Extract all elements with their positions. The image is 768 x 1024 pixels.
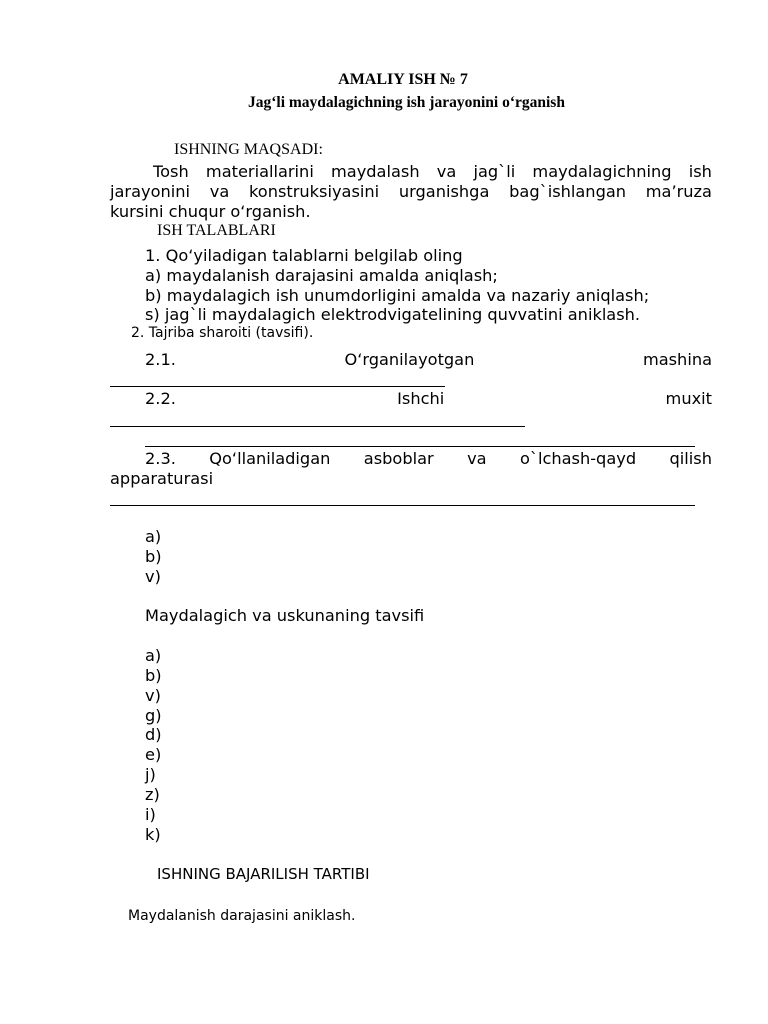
goal-heading: ISHNING MAQSADI: bbox=[174, 141, 323, 158]
item-2-3: 2.3. Qo‘llaniladigan asboblar va o`lchash-qayd qilish bbox=[145, 449, 712, 468]
list-b-item: d) bbox=[145, 725, 162, 744]
list-b-item: a) bbox=[145, 646, 162, 665]
requirement-a: a) maydalanish darajasini amalda aniqlash; bbox=[145, 266, 498, 285]
doc-subtitle: Jag‘li maydalagichning ish jarayonini o‘rganish bbox=[248, 94, 565, 111]
list-b-item: e) bbox=[145, 745, 162, 764]
list-a-item: b) bbox=[145, 547, 162, 566]
requirements-heading: ISH TALABLARI bbox=[157, 222, 276, 239]
blank-line-2-3 bbox=[110, 505, 695, 506]
blank-line-2-2 bbox=[110, 426, 525, 427]
list-b-item: b) bbox=[145, 666, 162, 685]
blank-line-2-1 bbox=[110, 386, 445, 387]
goal-line-1: Tosh materiallarini maydalash va jag`li maydalagichning ish bbox=[153, 162, 712, 181]
conditions-heading: 2. Tajriba sharoiti (tavsifi). bbox=[131, 325, 314, 341]
goal-line-2: jarayonini va konstruksiyasini urganishga bag`ishlangan ma’ruza bbox=[110, 182, 712, 201]
blank-line-2-2-extra bbox=[145, 446, 695, 447]
requirement-s: s) jag`li maydalagich elektrodvigatelining quvvatini aniklash. bbox=[145, 305, 641, 324]
goal-line-3: kursini chuqur o‘rganish. bbox=[110, 202, 311, 221]
requirement-1: 1. Qo‘yiladigan talablarni belgilab oling bbox=[145, 246, 463, 265]
list-b-item: g) bbox=[145, 706, 162, 725]
item-2-3-continued: apparaturasi bbox=[110, 469, 214, 488]
procedure-first-step: Maydalanish darajasini aniklash. bbox=[128, 908, 356, 924]
item-2-2: 2.2. Ishchi muxit bbox=[145, 389, 712, 408]
list-a-item: v) bbox=[145, 567, 161, 586]
list-b-item: v) bbox=[145, 686, 161, 705]
list-b-item: j) bbox=[145, 765, 156, 784]
item-2-1: 2.1. O‘rganilayotgan mashina bbox=[145, 350, 712, 369]
procedure-heading: ISHNING BAJARILISH TARTIBI bbox=[157, 865, 370, 883]
doc-title: AMALIY ISH № 7 bbox=[338, 71, 468, 88]
list-b-item: k) bbox=[145, 825, 161, 844]
requirement-b: b) maydalagich ish unumdorligini amalda va nazariy aniqlash; bbox=[145, 286, 650, 305]
list-b-item: z) bbox=[145, 785, 160, 804]
list-b-item: i) bbox=[145, 805, 156, 824]
device-heading: Maydalagich va uskunaning tavsifi bbox=[145, 606, 425, 625]
list-a-item: a) bbox=[145, 527, 162, 546]
